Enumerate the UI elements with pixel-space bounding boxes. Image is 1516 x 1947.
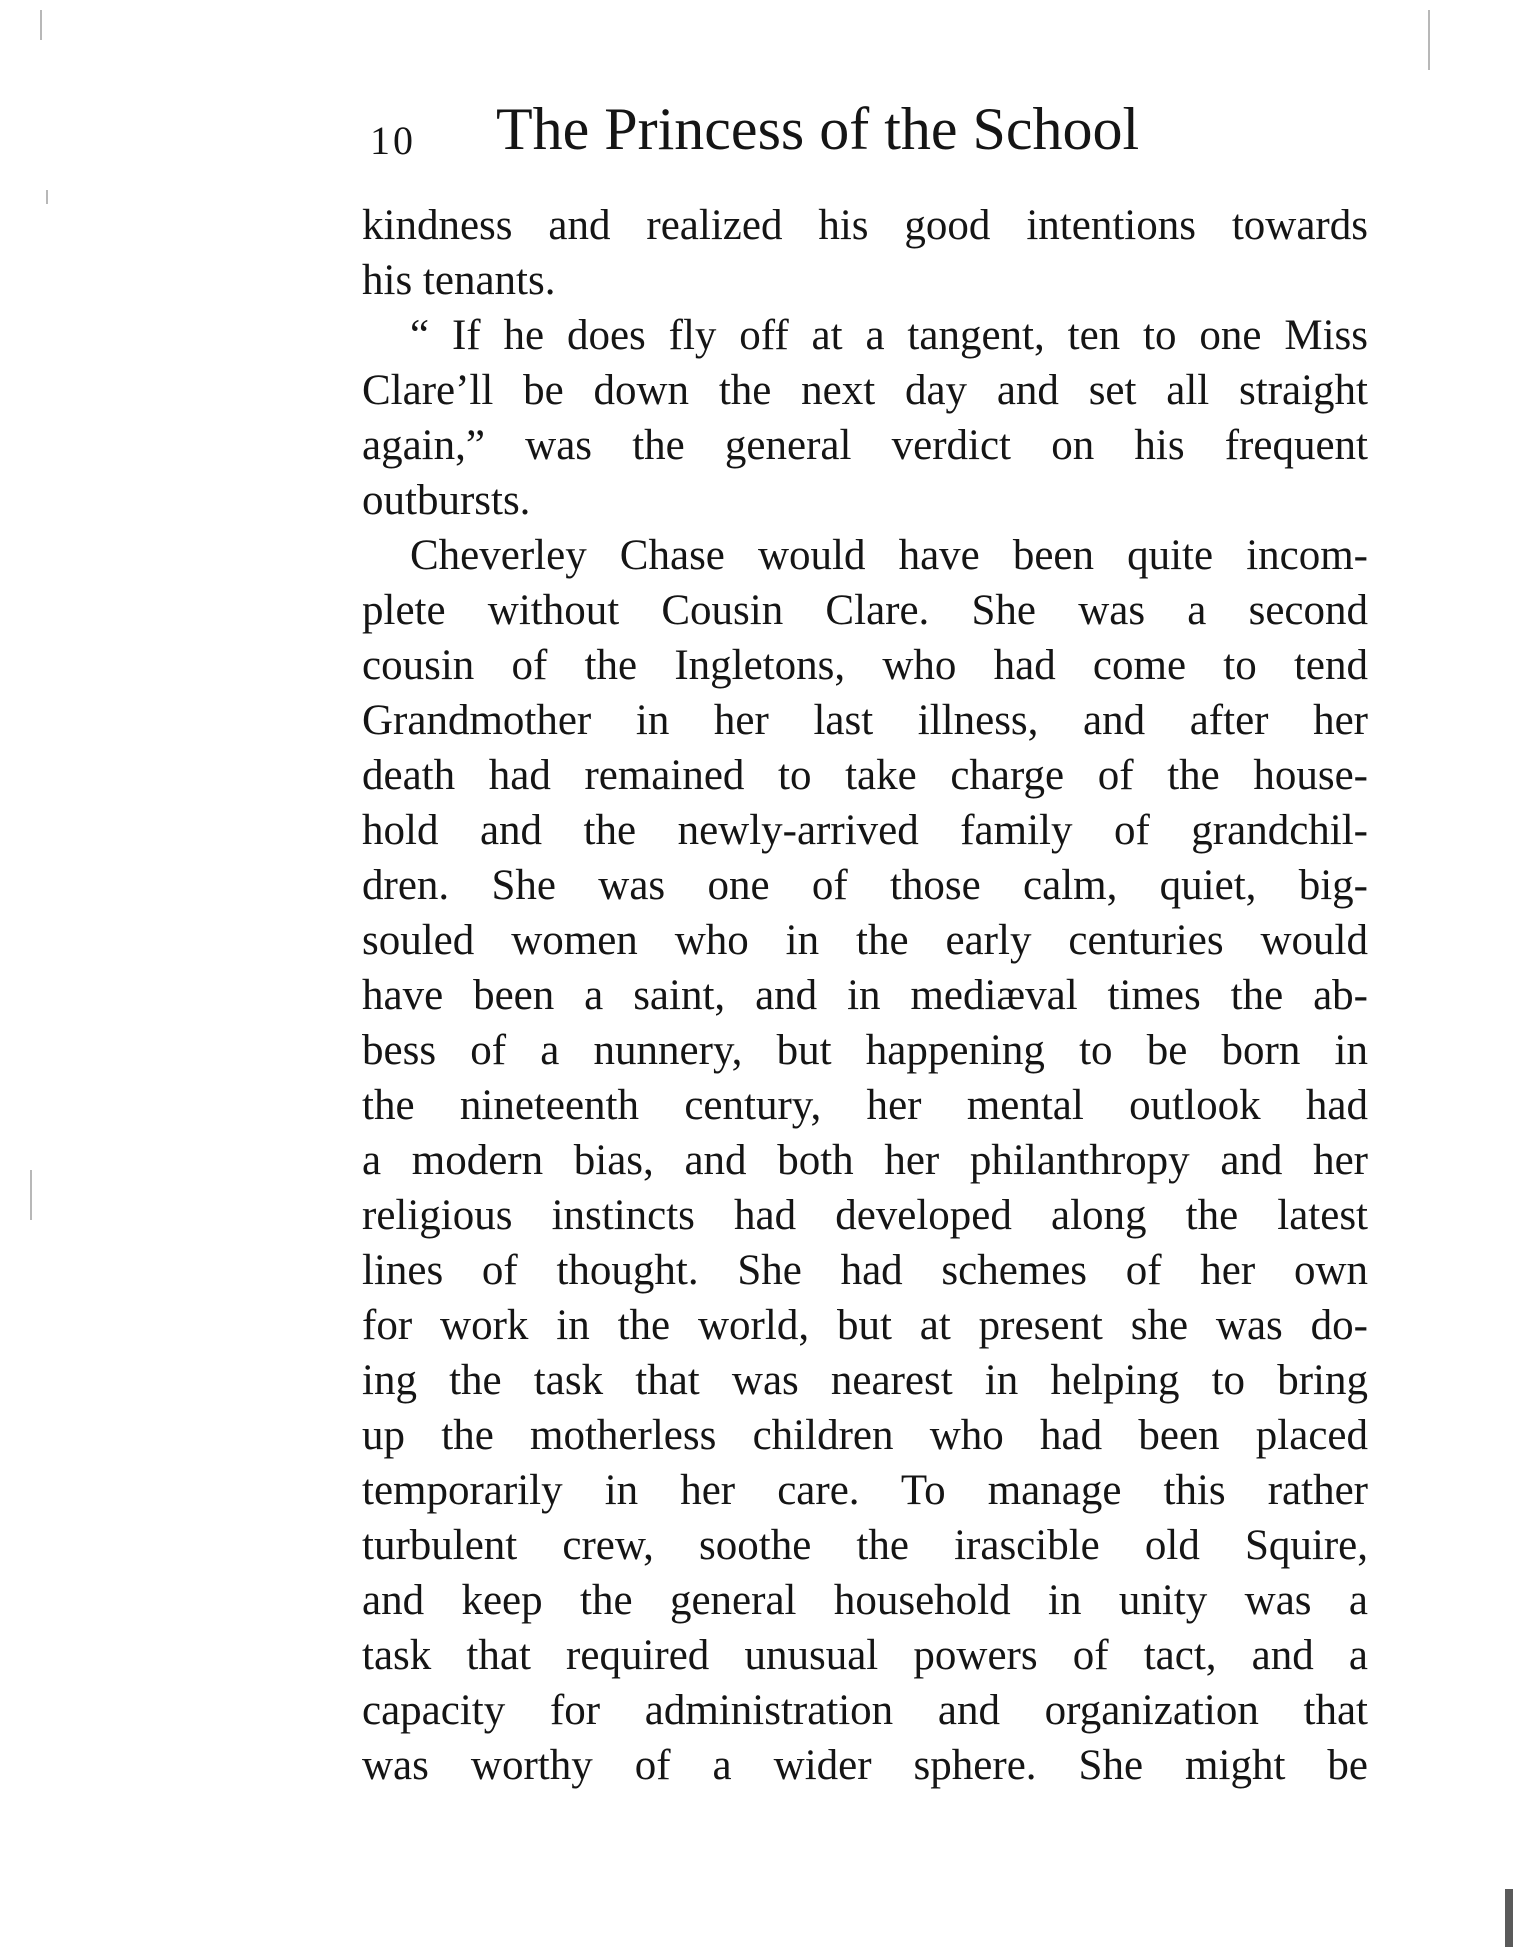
text-line: kindness and realized his good intentions towards xyxy=(362,202,1368,249)
page-number: 10 xyxy=(370,118,416,163)
text-line: capacity for administration and organization that xyxy=(362,1687,1368,1734)
paragraph xyxy=(362,198,1368,308)
text-line: task that required unusual powers of tact, and a xyxy=(362,1632,1368,1679)
text-line: Clare’ll be down the next day and set all straight xyxy=(362,367,1368,414)
text-line: the nineteenth century, her mental outlook had xyxy=(362,1082,1368,1129)
text-line: “ If he does fly off at a tangent, ten to one Miss xyxy=(410,312,1368,359)
text-line: bess of a nunnery, but happening to be born in xyxy=(362,1027,1368,1074)
text-line: ing the task that was nearest in helping to bring xyxy=(362,1357,1368,1404)
text-line: dren. She was one of those calm, quiet, big- xyxy=(362,862,1368,909)
text-line: again,” was the general verdict on his frequent xyxy=(362,422,1368,469)
text-line: lines of thought. She had schemes of her own xyxy=(362,1247,1368,1294)
text-line: a modern bias, and both her philanthropy and her xyxy=(362,1137,1368,1184)
paragraph xyxy=(362,308,1368,528)
text-line: and keep the general household in unity was a xyxy=(362,1577,1368,1624)
body-text xyxy=(362,198,1368,1793)
text-line: for work in the world, but at present she was do- xyxy=(362,1302,1368,1349)
text-line: plete without Cousin Clare. She was a second xyxy=(362,587,1368,634)
text-line: Cheverley Chase would have been quite incom- xyxy=(410,532,1368,579)
running-head xyxy=(370,95,1370,165)
text-line: was worthy of a wider sphere. She might be xyxy=(362,1742,1368,1789)
running-title: The Princess of the School xyxy=(496,96,1140,162)
text-line: outbursts. xyxy=(362,477,531,524)
text-line: up the motherless children who had been placed xyxy=(362,1412,1368,1459)
scan-speck xyxy=(1428,10,1430,70)
text-line: religious instincts had developed along the latest xyxy=(362,1192,1368,1239)
scan-speck xyxy=(40,10,42,40)
text-line: turbulent crew, soothe the irascible old Squire, xyxy=(362,1522,1368,1569)
text-line: his tenants. xyxy=(362,257,556,304)
page-edge-mark xyxy=(1505,1889,1513,1947)
scan-speck xyxy=(46,190,48,204)
text-line: temporarily in her care. To manage this rather xyxy=(362,1467,1368,1514)
scan-speck xyxy=(30,1170,32,1220)
text-line: Grandmother in her last illness, and after her xyxy=(362,697,1368,744)
paragraph xyxy=(362,528,1368,1793)
text-line: have been a saint, and in mediæval times the ab- xyxy=(362,972,1368,1019)
text-line: cousin of the Ingletons, who had come to tend xyxy=(362,642,1368,689)
text-line: hold and the newly-arrived family of grandchil- xyxy=(362,807,1368,854)
text-line: death had remained to take charge of the house- xyxy=(362,752,1368,799)
text-line: souled women who in the early centuries would xyxy=(362,917,1368,964)
